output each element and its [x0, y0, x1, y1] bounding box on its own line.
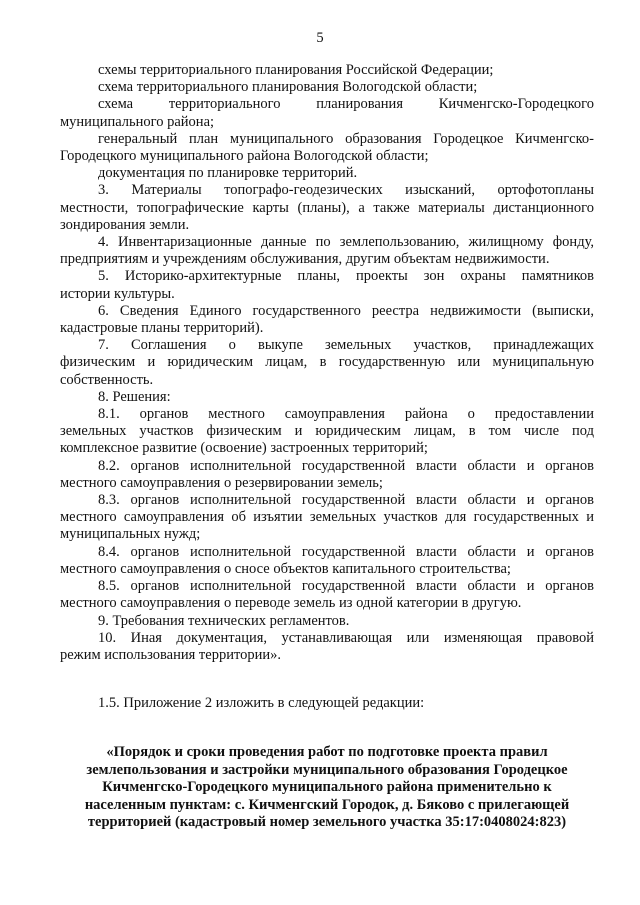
- text-line: 4. Инвентаризационные данные по землепользованию, жилищному фонду,: [98, 234, 594, 251]
- text-line: собственность.: [60, 371, 154, 388]
- text-line: схемы территориального планирования Российской Федерации;: [98, 62, 494, 78]
- paragraph-spacer: [60, 664, 594, 695]
- paragraph-item-6: [60, 303, 594, 337]
- text-line: зондирования земли.: [60, 216, 190, 233]
- text-line: 7. Соглашения о выкупе земельных участков, принадлежащих: [98, 337, 594, 354]
- text-line: генеральный план муниципального образования Городецкое Кичменгско-: [98, 130, 594, 147]
- document-body: [60, 62, 594, 712]
- text-line: 10. Иная документация, устанавливающая или изменяющая правовой: [98, 629, 594, 646]
- text-line: местного самоуправления о переводе земель из одной категории в другую.: [60, 595, 522, 612]
- text-line: 6. Сведения Единого государственного реестра недвижимости (выписки,: [98, 302, 594, 319]
- paragraph-district-scheme: [60, 96, 594, 130]
- heading-line: «Порядок и сроки проведения работ по подготовке проекта правил: [106, 744, 548, 760]
- paragraph-item-8: [60, 389, 594, 406]
- paragraph-item-4: [60, 234, 594, 268]
- paragraph-general-plan: [60, 131, 594, 165]
- heading-line: Кичменгско-Городецкого муниципального района применительно к: [102, 779, 552, 796]
- text-line: 8.5. органов исполнительной государственной власти области и органов: [98, 578, 594, 595]
- paragraph-federal-scheme: [60, 62, 594, 79]
- text-line: местного самоуправления о сносе объектов капитального строительства;: [60, 560, 511, 577]
- text-line: местности, топографические карты (планы), а также материалы дистанционного: [60, 199, 594, 216]
- text-line: схема территориального планирования Кичменгско-Городецкого: [98, 96, 594, 113]
- text-line: 8. Решения:: [98, 388, 171, 405]
- text-line: 8.1. органов местного самоуправления района о предоставлении: [98, 406, 594, 423]
- paragraph-item-8-1: [60, 406, 594, 458]
- text-line: местного самоуправления о резервировании земель;: [60, 474, 383, 491]
- text-line: 5. Историко-архитектурные планы, проекты зон охраны памятников: [98, 268, 594, 285]
- paragraph-item-8-2: [60, 458, 594, 492]
- text-line: 8.4. органов исполнительной государственной власти области и органов: [98, 543, 594, 560]
- heading-line: территорией (кадастровый номер земельного участка 35:17:0408024:823): [87, 814, 567, 831]
- paragraph-amendment: [60, 695, 594, 712]
- text-line: документация по планировке территорий.: [98, 165, 358, 182]
- text-line: комплексное развитие (освоение) застроенных территорий;: [60, 440, 428, 457]
- paragraph-planning-docs: [60, 165, 594, 182]
- paragraph-regional-scheme: [60, 79, 594, 96]
- paragraph-item-5: [60, 268, 594, 302]
- text-line: муниципального района;: [60, 113, 215, 130]
- heading-line: землепользования и застройки муниципального образования Городецкое: [86, 761, 568, 778]
- appendix-heading: [60, 744, 594, 832]
- text-line: 8.3. органов исполнительной государственной власти области и органов: [98, 492, 594, 509]
- text-line: схема территориального планирования Вологодской области;: [98, 79, 478, 96]
- text-line: местного самоуправления об изъятии земельных участков для государственных и: [60, 509, 594, 526]
- heading-line: населенным пунктам: с. Кичменгский Городок, д. Бяково с прилегающей: [84, 796, 570, 813]
- paragraph-item-7: [60, 337, 594, 389]
- paragraph-item-8-3: [60, 492, 594, 544]
- text-line: 9. Требования технических регламентов.: [98, 612, 350, 629]
- paragraph-item-3: [60, 182, 594, 234]
- text-line: муниципальных нужд;: [60, 526, 201, 543]
- text-line: 8.2. органов исполнительной государственной власти области и органов: [98, 457, 594, 474]
- text-line: физическим и юридическим лицам, в государственную или муниципальную: [60, 354, 594, 371]
- text-line: Городецкого муниципального района Вологодской области;: [60, 148, 429, 165]
- page-number: 5: [316, 30, 324, 46]
- paragraph-item-9: [60, 613, 594, 630]
- text-line: режим использования территории».: [60, 646, 281, 663]
- text-line: предприятиям и учреждениям обслуживания, другим объектам недвижимости.: [60, 251, 550, 268]
- paragraph-item-8-5: [60, 578, 594, 612]
- text-line: 3. Материалы топографо-геодезических изысканий, ортофотопланы: [98, 182, 594, 199]
- paragraph-item-10: [60, 630, 594, 664]
- paragraph-item-8-4: [60, 544, 594, 578]
- text-line: 1.5. Приложение 2 изложить в следующей редакции:: [98, 695, 425, 712]
- text-line: истории культуры.: [60, 285, 175, 302]
- text-line: земельных участков физическим и юридическим лицам, в том числе под: [60, 423, 594, 440]
- text-line: кадастровые планы территорий).: [60, 320, 264, 337]
